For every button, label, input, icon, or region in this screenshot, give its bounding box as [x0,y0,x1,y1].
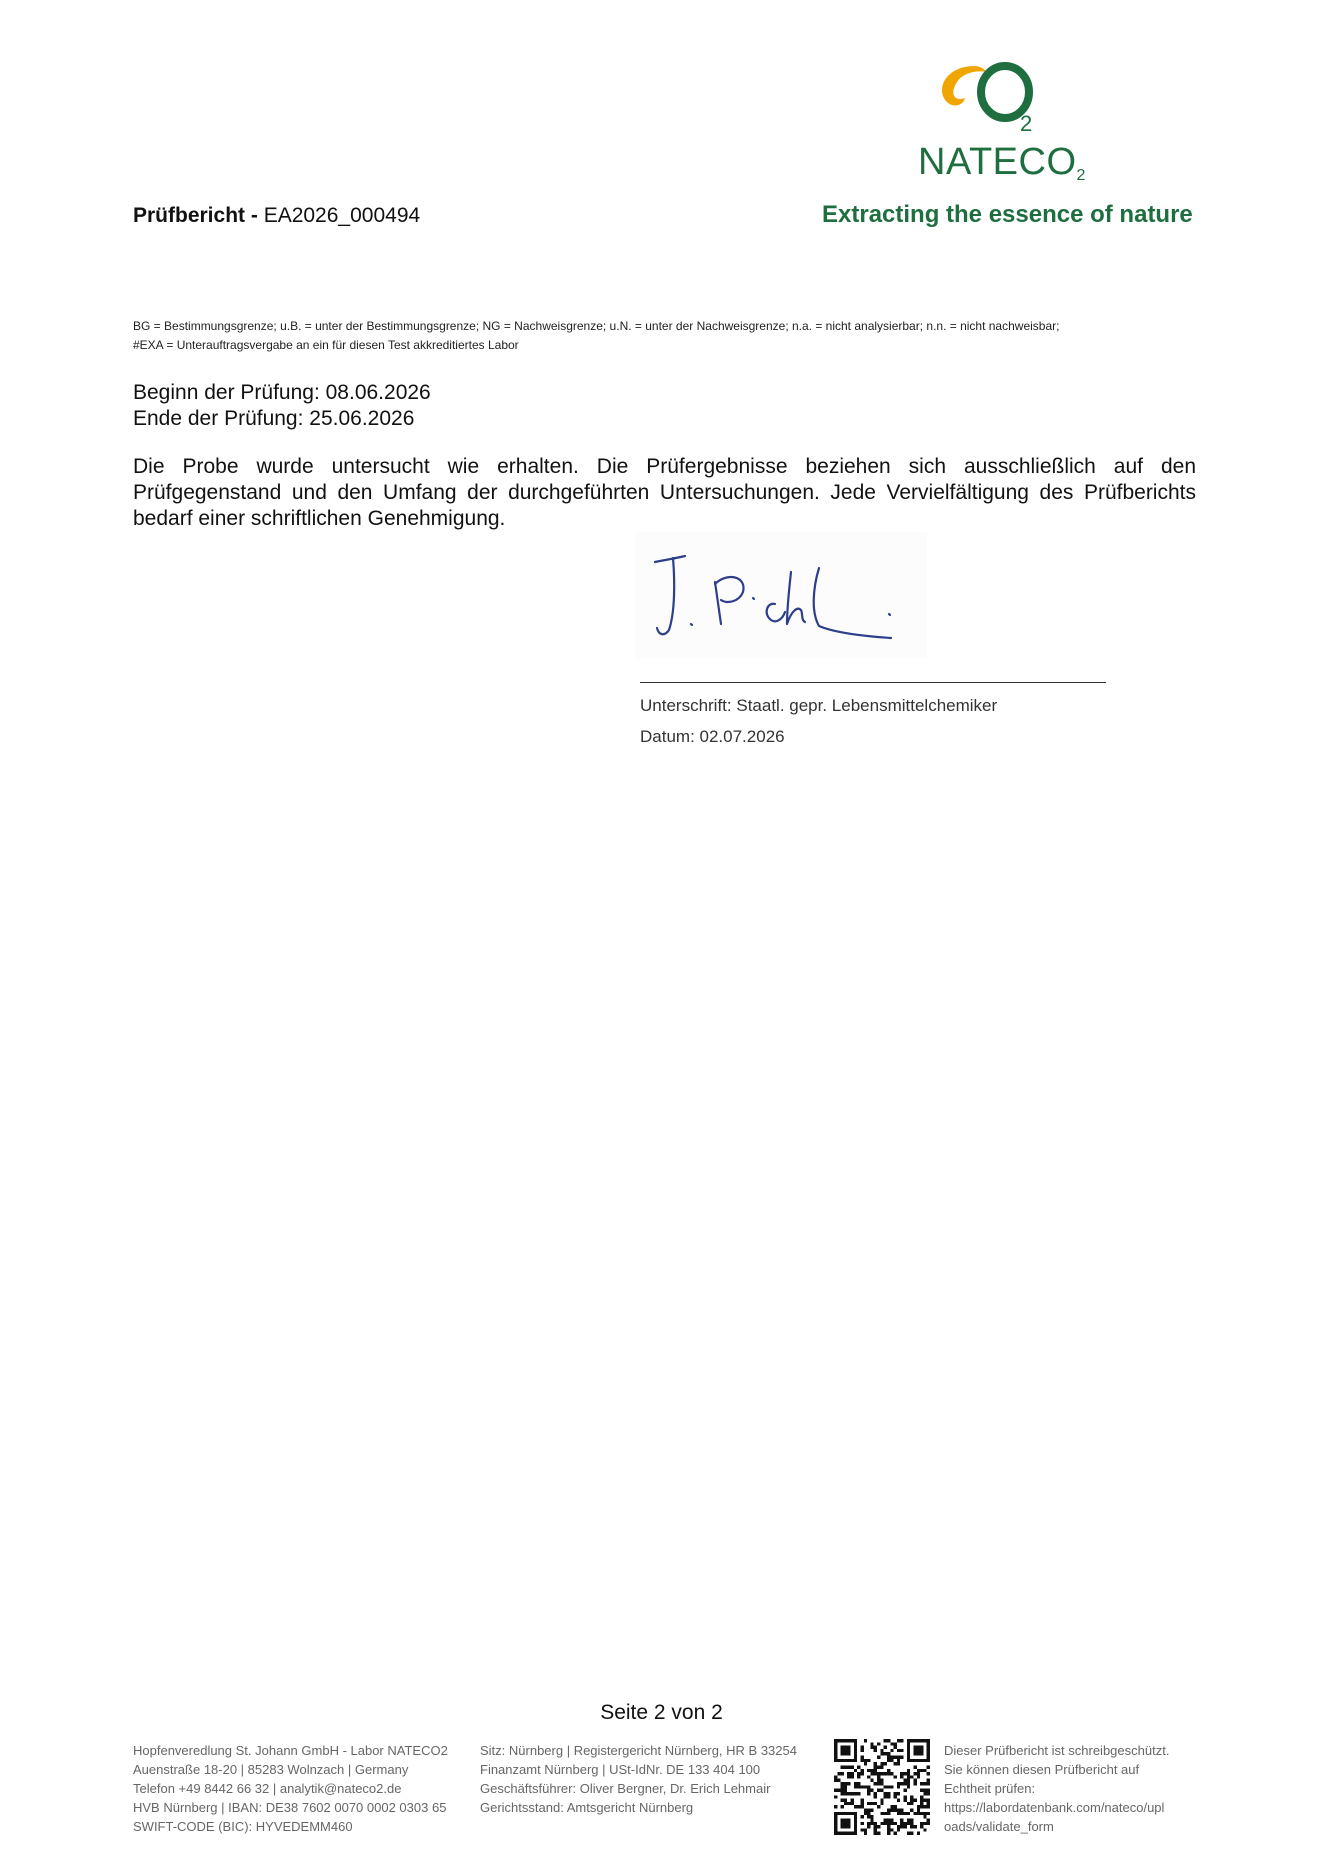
brand-name [918,141,1086,185]
disclaimer-statement: Die Probe wurde untersucht wie erhalten. Die Prüfergebnisse beziehen sich ausschließlich auf den Prüfgegenstand und den Umfang der durchgeführten Untersuchungen. Jede Vervielfältigung des Prüfberichts bedarf einer schriftlichen Genehmigung. [133,455,1196,530]
footer-line: Echtheit prüfen: [944,1781,1036,1796]
abbreviations-legend [133,317,1193,355]
footer-company-info [133,1741,448,1836]
signature-image [635,532,927,658]
footer-line: HVB Nürnberg | IBAN: DE38 7602 0070 0002 0303 65 [133,1800,447,1815]
report-title [133,204,420,228]
test-start-date: Beginn der Prüfung: 08.06.2026 [133,381,431,404]
validation-url[interactable]: https://labordatenbank.com/nateco/upl [944,1800,1165,1815]
brand-name-text: NATECO [918,141,1077,183]
footer-line: Hopfenveredlung St. Johann GmbH - Labor NATECO2 [133,1743,448,1758]
signature-date: Datum: 02.07.2026 [640,727,785,746]
tagline: Extracting the essence of nature [822,201,1193,228]
test-dates [133,380,431,432]
footer-validation-info [944,1741,1169,1836]
footer-line: Geschäftsführer: Oliver Bergner, Dr. Erich Lehmair [480,1781,771,1796]
test-end-date: Ende der Prüfung: 25.06.2026 [133,407,415,430]
signature-label: Unterschrift: Staatl. gepr. Lebensmittelchemiker [640,696,998,715]
footer-legal-info [480,1741,797,1817]
footer-line: Finanzamt Nürnberg | USt-IdNr. DE 133 404 100 [480,1762,761,1777]
footer-line: Sitz: Nürnberg | Registergericht Nürnberg, HR B 33254 [480,1743,797,1758]
footer-line: Telefon +49 8442 66 32 | analytik@nateco2.de [133,1781,402,1796]
footer-line: Dieser Prüfbericht ist schreibgeschützt. [944,1743,1170,1758]
report-number: EA2026_000494 [263,204,421,227]
validation-url[interactable]: oads/validate_form [944,1819,1054,1834]
signature-line [640,682,1106,683]
brand-name-subscript: 2 [1076,167,1086,184]
abbreviations-line: BG = Bestimmungsgrenze; u.B. = unter der Bestimmungsgrenze; NG = Nachweisgrenze; u.N. = unter der Nachweisgrenze; n.a. = nicht analysierbar; n.n. = nicht nachweisbar; [133,319,1060,333]
footer-line: SWIFT-CODE (BIC): HYVEDEMM460 [133,1819,353,1834]
report-title-label: Prüfbericht - [133,204,258,227]
qr-code-icon[interactable] [834,1739,930,1835]
abbreviations-line: #EXA = Unterauftragsvergabe an ein für diesen Test akkreditiertes Labor [133,338,519,352]
footer-line: Gerichtsstand: Amtsgericht Nürnberg [480,1800,694,1815]
footer-line: Sie können diesen Prüfbericht auf [944,1762,1140,1777]
page-number: Seite 2 von 2 [600,1701,723,1724]
logo-subscript: 2 [1020,111,1033,136]
footer-line: Auenstraße 18-20 | 85283 Wolnzach | Germany [133,1762,409,1777]
